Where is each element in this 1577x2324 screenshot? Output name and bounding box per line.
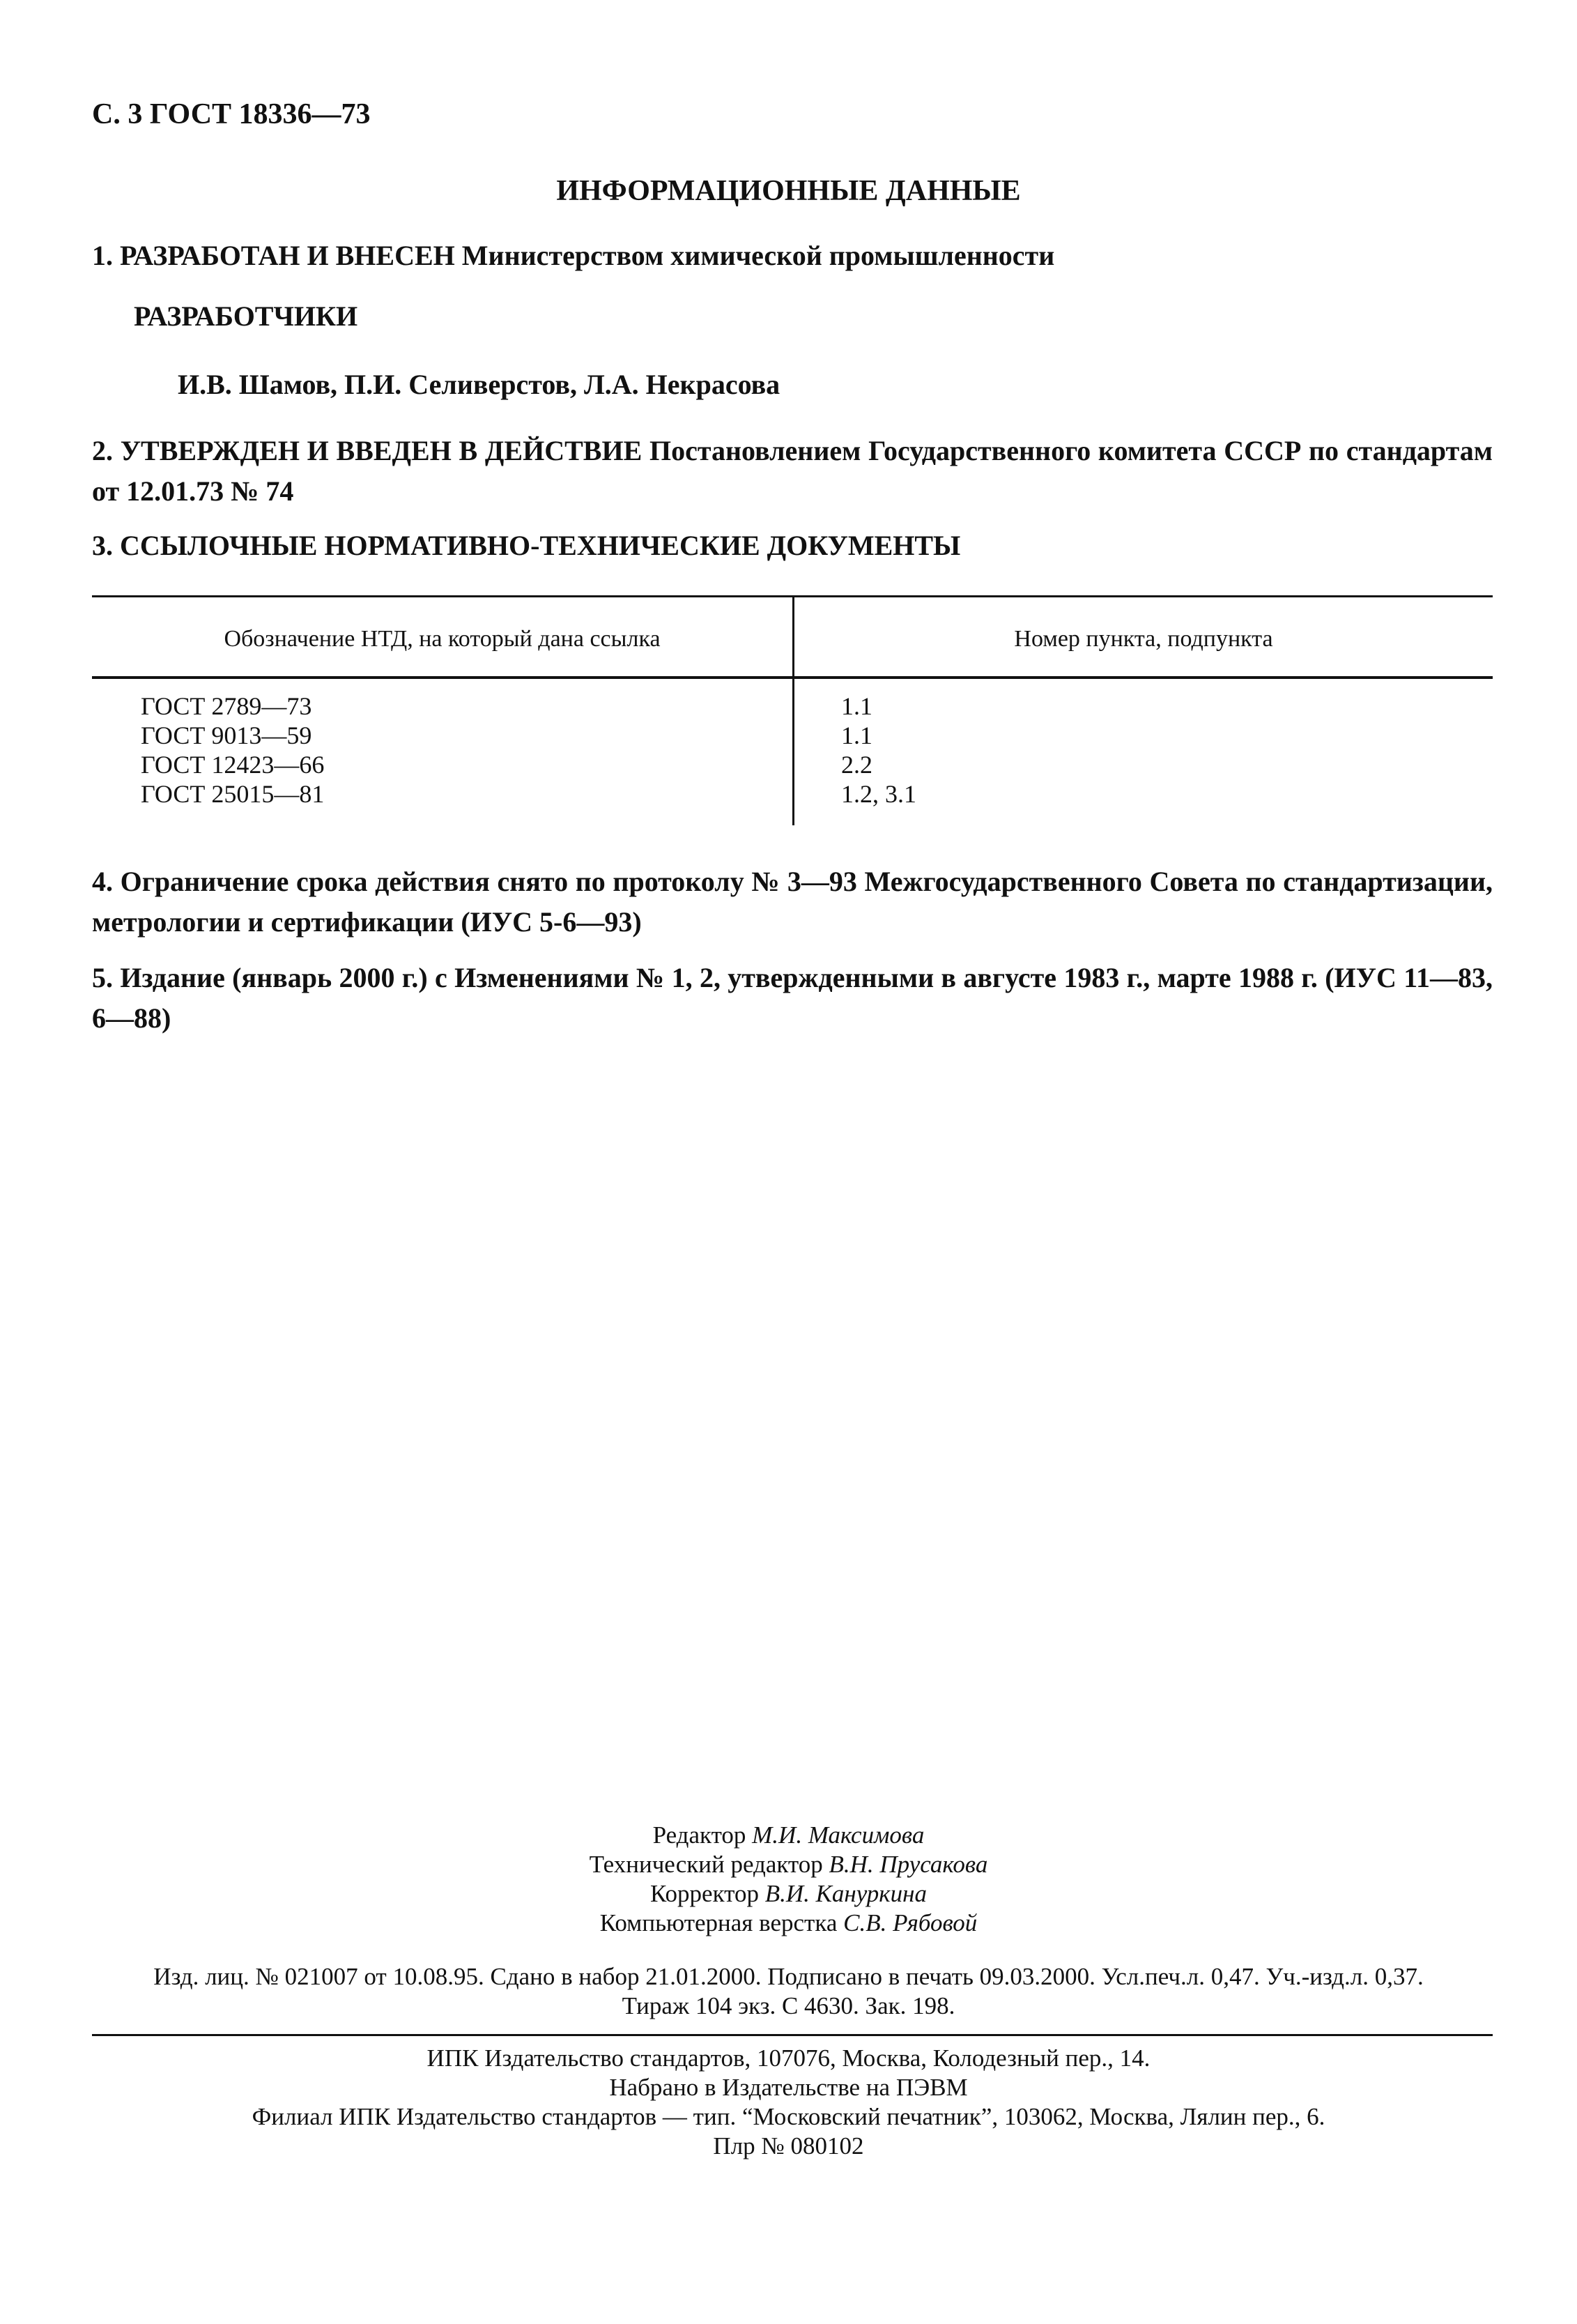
- item-lead: РАЗРАБОТАН И ВНЕСЕН: [120, 240, 455, 271]
- item-text: Издание (январь 2000 г.) с Изменениями № 1, 2, утвержденными в августе 1983 г., марте 1988 г. (ИУС 11—83, 6—88): [92, 962, 1493, 1034]
- credit-name: В.Н. Прусакова: [829, 1851, 988, 1878]
- table-cell-clause: 2.2: [841, 751, 872, 779]
- publisher-line: Набрано в Издательстве на ПЭВМ: [609, 2074, 968, 2101]
- developers-heading: РАЗРАБОТЧИКИ: [134, 300, 358, 332]
- credit-role: Компьютерная верстка: [599, 1909, 838, 1936]
- credit-role: Технический редактор: [589, 1851, 823, 1878]
- table-cell-ntd: ГОСТ 2789—73: [141, 692, 312, 720]
- table-column-clause: [841, 691, 916, 809]
- imprint-divider: [92, 2034, 1493, 2036]
- credit-name: С.В. Рябовой: [843, 1909, 978, 1936]
- item-3: [92, 526, 1493, 566]
- item-number: 1.: [92, 240, 113, 271]
- item-text: Ограничение срока действия снято по протоколу № 3—93 Межгосударственного Совета по стандартизации, метрологии и сертификации (ИУС 5-6—93): [92, 866, 1493, 938]
- item-text: Постановлением Государственного комитета СССР по стандартам от 12.01.73 № 74: [92, 435, 1493, 507]
- table-column-ntd: [141, 691, 324, 809]
- item-number: 3.: [92, 530, 113, 561]
- table-cell-clause: 1.2, 3.1: [841, 780, 916, 808]
- credit-technical-editor: [0, 1850, 1577, 1879]
- item-lead: УТВЕРЖДЕН И ВВЕДЕН В ДЕЙСТВИЕ: [120, 435, 643, 466]
- credit-layout: [0, 1909, 1577, 1938]
- item-number: 5.: [92, 962, 113, 993]
- print-run-details: Тираж 104 экз. С 4630. Зак. 198.: [622, 1992, 955, 2019]
- credit-name: М.И. Максимова: [752, 1821, 925, 1849]
- credit-proofreader: [0, 1879, 1577, 1909]
- imprint-credits: [0, 1821, 1577, 1938]
- table-cell-ntd: ГОСТ 12423—66: [141, 751, 325, 779]
- item-number: 4.: [92, 866, 113, 897]
- table-header-clause: Номер пункта, подпункта: [1014, 626, 1273, 652]
- page-header: С. 3 ГОСТ 18336—73: [92, 98, 371, 130]
- item-number: 2.: [92, 435, 113, 466]
- developers-names: И.В. Шамов, П.И. Селиверстов, Л.А. Некрасова: [178, 369, 780, 400]
- credit-role: Корректор: [649, 1880, 759, 1907]
- item-1: [92, 236, 1493, 276]
- credit-name: В.И. Кануркина: [764, 1880, 928, 1907]
- publication-details: Изд. лиц. № 021007 от 10.08.95. Сдано в набор 21.01.2000. Подписано в печать 09.03.2000. Усл.печ.л. 0,47. Уч.-изд.л. 0,37.: [153, 1963, 1424, 1990]
- table-cell-ntd: ГОСТ 25015—81: [141, 780, 325, 808]
- credit-editor: [0, 1821, 1577, 1850]
- table-header-ntd: Обозначение НТД, на который дана ссылка: [224, 626, 661, 652]
- publisher-block: [0, 2044, 1577, 2161]
- item-text: Министерством химической промышленности: [461, 240, 1055, 271]
- section-title: ИНФОРМАЦИОННЫЕ ДАННЫЕ: [556, 175, 1021, 207]
- credit-role: Редактор: [652, 1821, 746, 1849]
- publisher-line: Филиал ИПК Издательство стандартов — тип. “Московский печатник”, 103062, Москва, Лялин пер., 6.: [252, 2103, 1325, 2130]
- item-2: [92, 431, 1493, 512]
- publisher-line: ИПК Издательство стандартов, 107076, Москва, Колодезный пер., 14.: [426, 2044, 1151, 2072]
- table-cell-ntd: ГОСТ 9013—59: [141, 721, 312, 749]
- table-cell-clause: 1.1: [841, 692, 872, 720]
- item-5: [92, 958, 1493, 1039]
- item-4: [92, 862, 1493, 942]
- reference-table: [92, 595, 1493, 825]
- table-cell-clause: 1.1: [841, 721, 872, 749]
- publisher-line: Плр № 080102: [713, 2132, 864, 2159]
- item-lead: ССЫЛОЧНЫЕ НОРМАТИВНО-ТЕХНИЧЕСКИЕ ДОКУМЕНТЫ: [120, 530, 961, 561]
